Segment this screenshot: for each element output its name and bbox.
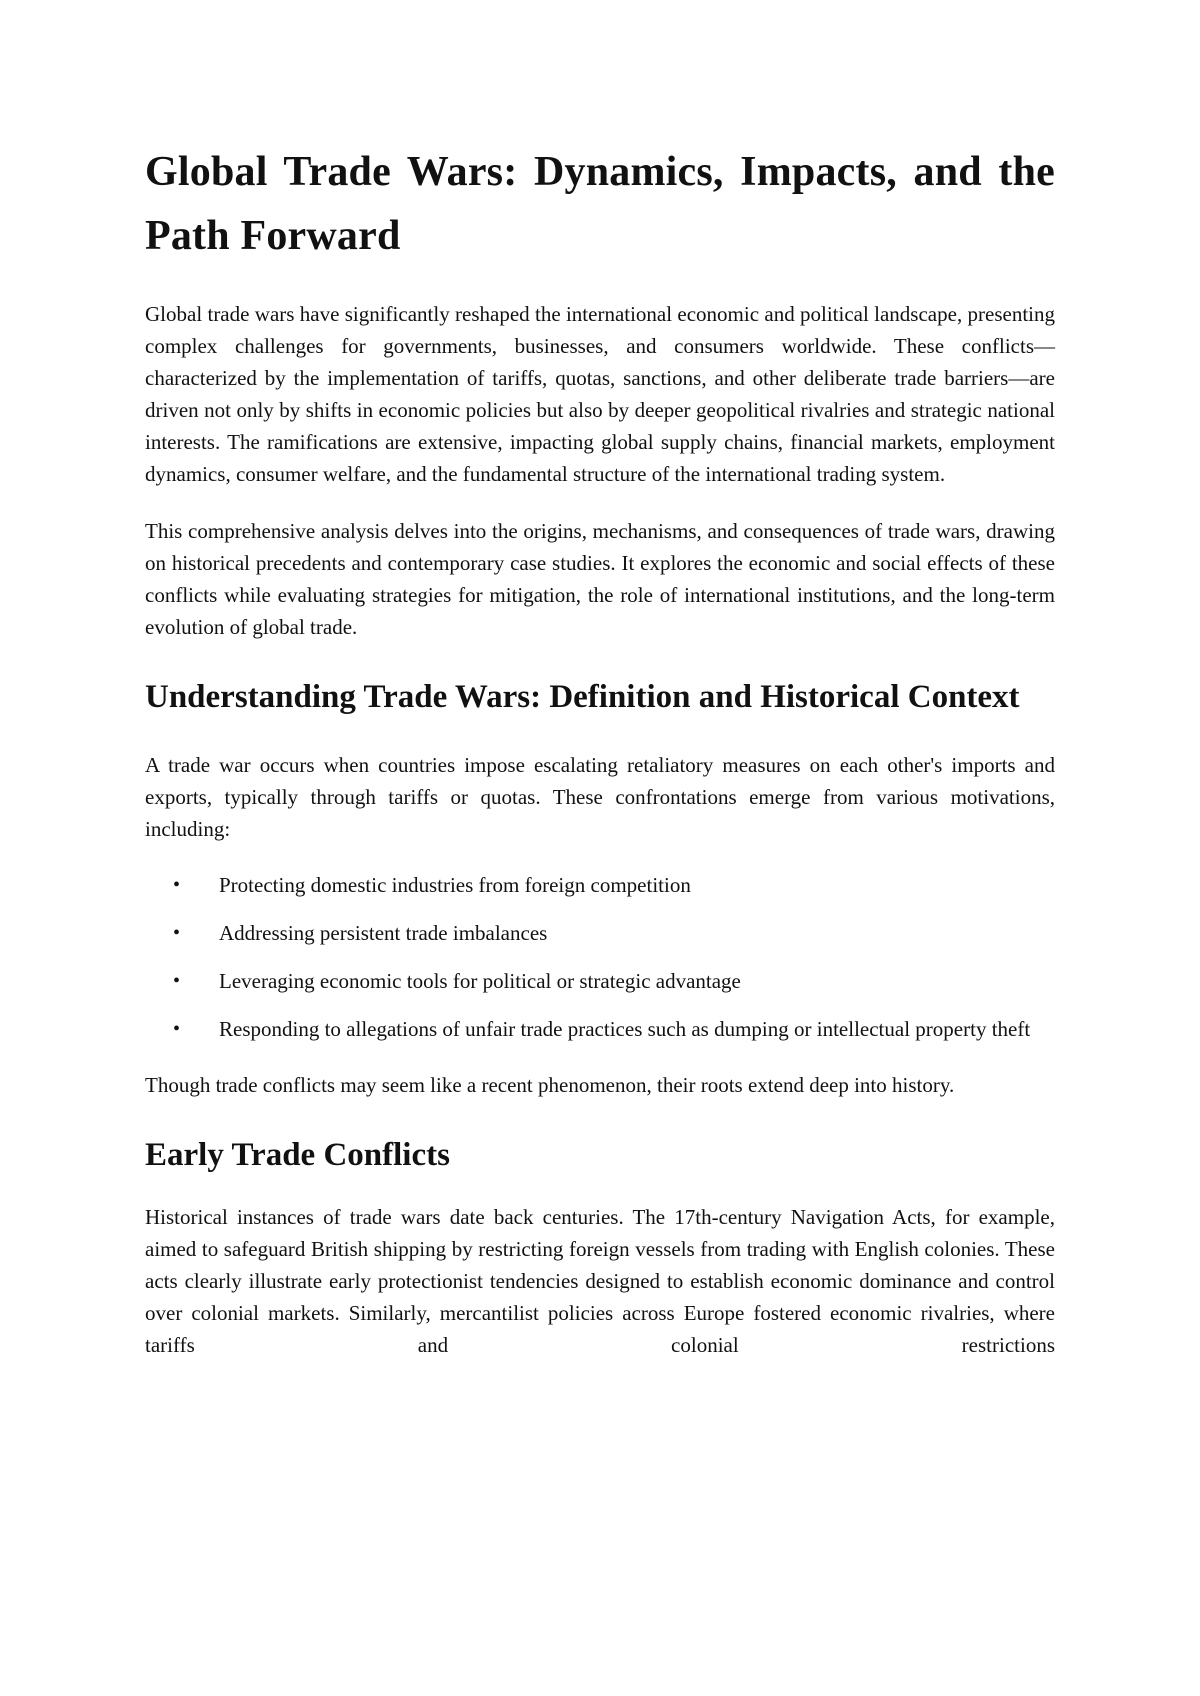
section1-intro-paragraph: A trade war occurs when countries impose escalating retaliatory measures on each other's imports and exports, typically through tariffs or quotas. These confrontations emerge from various motivations, including: bbox=[145, 753, 1055, 841]
list-item bbox=[173, 869, 1055, 901]
document-title: Global Trade Wars: Dynamics, Impacts, and the Path Forward bbox=[145, 149, 1055, 259]
bullet-icon: • bbox=[173, 922, 181, 944]
list-item-text: Responding to allegations of unfair trade practices such as dumping or intellectual property theft bbox=[219, 1017, 1031, 1041]
section1-outro-paragraph: Though trade conflicts may seem like a recent phenomenon, their roots extend deep into history. bbox=[145, 1073, 955, 1097]
section-heading-early-trade-conflicts: Early Trade Conflicts bbox=[145, 1137, 450, 1173]
intro-paragraph-2: This comprehensive analysis delves into the origins, mechanisms, and consequences of trade wars, drawing on historical precedents and contemporary case studies. It explores the economic and social effects of these conflicts while evaluating strategies for mitigation, the role of international institutions, and the long-term evolution of global trade. bbox=[145, 519, 1055, 639]
list-item bbox=[173, 917, 1055, 949]
list-item-text: Leveraging economic tools for political or strategic advantage bbox=[219, 969, 741, 993]
section2-paragraph: Historical instances of trade wars date back centuries. The 17th-century Navigation Acts, for example, aimed to safeguard British shipping by restricting foreign vessels from trading with English colonies. These acts clearly illustrate early protectionist tendencies designed to establish economic dominance and control over colonial markets. Similarly, mercantilist policies across Europe fostered economic rivalries, where tariffs and colonial restrictions bbox=[145, 1205, 1055, 1357]
list-item-text: Protecting domestic industries from foreign competition bbox=[219, 873, 691, 897]
motivations-list bbox=[145, 869, 1055, 1045]
section-heading-understanding-trade-wars: Understanding Trade Wars: Definition and Historical Context bbox=[145, 679, 1020, 715]
document-page bbox=[145, 140, 1055, 1361]
list-item bbox=[173, 1013, 1055, 1045]
bullet-icon: • bbox=[173, 970, 181, 992]
bullet-icon: • bbox=[173, 1018, 181, 1040]
intro-paragraph-1: Global trade wars have significantly reshaped the international economic and political landscape, presenting complex challenges for governments, businesses, and consumers worldwide. These conflicts—characterized by the implementation of tariffs, quotas, sanctions, and other deliberate trade barriers—are driven not only by shifts in economic policies but also by deeper geopolitical rivalries and strategic national interests. The ramifications are extensive, impacting global supply chains, financial markets, employment dynamics, consumer welfare, and the fundamental structure of the international trading system. bbox=[145, 302, 1055, 486]
list-item bbox=[173, 965, 1055, 997]
bullet-icon: • bbox=[173, 874, 181, 896]
list-item-text: Addressing persistent trade imbalances bbox=[219, 921, 548, 945]
